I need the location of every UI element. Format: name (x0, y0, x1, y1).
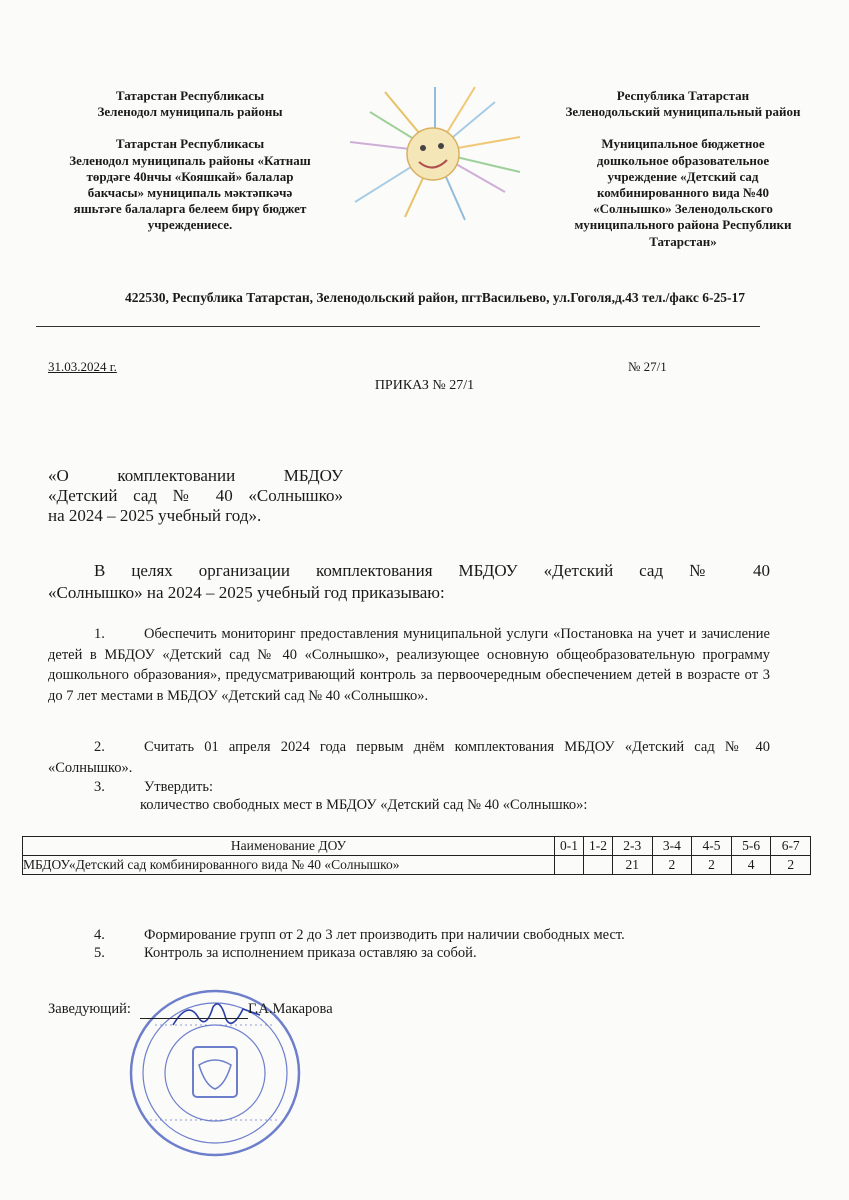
order-intro (48, 560, 770, 604)
header-right-line: Татарстан» (649, 233, 717, 249)
table-cell: 2 (652, 856, 692, 875)
header-left-line: учреждениесе. (147, 217, 233, 233)
signature-line (140, 1018, 248, 1019)
table-cell: 2 (771, 856, 811, 875)
order-item-2 (48, 737, 770, 778)
header-left-line: төрдәге 40нчы «Кояшкай» балалар (86, 168, 294, 184)
order-subject-line: на 2024 – 2025 учебный год». (48, 506, 262, 525)
signature-label: Заведующий: (48, 1001, 131, 1017)
table-row (23, 856, 811, 875)
header-left-line: бакчасы» муниципаль мәктәпкәчә (87, 185, 293, 201)
table-header-cell: Наименование ДОУ (23, 837, 555, 856)
header-left-line: Зеленодол муниципаль районы «Катнаш (69, 152, 311, 168)
order-title: ПРИКАЗ № 27/1 (374, 378, 475, 393)
header-divider (36, 326, 760, 327)
order-subject-line: «Детский сад № 40 «Солнышко» (48, 486, 343, 505)
vacancies-table (22, 836, 811, 875)
header-right-line: «Солнышко» Зеленодольского (593, 201, 773, 217)
table-header-cell: 6-7 (771, 837, 811, 856)
order-item-number: 5. (94, 945, 105, 961)
header-right-line: Зеленодольский муниципальный район (565, 104, 801, 120)
order-date: 31.03.2024 г. (48, 359, 117, 374)
table-cell: МБДОУ«Детский сад комбинированного вида № 40 «Солнышко» (23, 856, 555, 875)
table-cell: 2 (692, 856, 732, 875)
header-left-line: Татарстан Республикасы (115, 88, 265, 103)
header-right-line: муниципального района Республики (574, 217, 792, 233)
signatory-name: Г.А.Макарова (248, 1001, 333, 1017)
header-right-line: дошкольное образовательное (596, 152, 770, 168)
table-header-cell: 3-4 (652, 837, 692, 856)
header-right-line: Муниципальное бюджетное (601, 136, 765, 152)
table-header-cell: 2-3 (613, 837, 653, 856)
order-item-number: 2. (94, 739, 105, 755)
table-cell (555, 856, 584, 875)
order-item-text: Формирование групп от 2 до 3 лет производить при наличии свободных мест. (144, 927, 625, 943)
order-intro-line: «Солнышко» на 2024 – 2025 учебный год приказываю: (48, 583, 445, 602)
table-header-cell: 5-6 (731, 837, 771, 856)
table-cell: 4 (731, 856, 771, 875)
table-cell (584, 856, 613, 875)
organization-address: 422530, Республика Татарстан, Зеленодольский район, пгтВасильево, ул.Гоголя,д.43 тел./факс 6-25-17 (124, 290, 746, 305)
header-left-line: яшьтәге балаларга белеем бирү бюджет (73, 201, 307, 217)
sun-logo-icon (345, 82, 525, 222)
table-header-row (23, 837, 811, 856)
order-item-number: 1. (94, 626, 105, 642)
table-header-cell: 4-5 (692, 837, 732, 856)
order-item-1 (48, 624, 770, 706)
header-right-line: комбинированного вида №40 (596, 185, 770, 201)
order-item-text: Обеспечить мониторинг предоставления муниципальной услуги «Постановка на учет и зачисление детей в МБДОУ «Детский сад № 40 «Солнышко», реализующее основную общеобразовательную программу дошкольного образования», предусматривающий контроль за первоочередным обеспечением детей в возрасте от 3 до 7 лет местами в МБДОУ «Детский сад № 40 «Солнышко». (48, 626, 770, 704)
order-intro-line: В целях организации комплектования МБДОУ «Детский сад № 40 (94, 561, 770, 580)
order-item-text: Утвердить: (144, 779, 213, 795)
order-item-3 (48, 777, 770, 798)
header-right-line: Республика Татарстан (616, 88, 750, 103)
table-header-cell: 1-2 (584, 837, 613, 856)
header-right-line: учреждение «Детский сад (607, 168, 759, 184)
header-left-line: Татарстан Республикасы (115, 136, 265, 152)
order-subject (48, 466, 343, 526)
order-number: № 27/1 (628, 359, 667, 374)
order-item-number: 3. (94, 779, 105, 795)
header-left-line: Зеленодол муниципаль районы (97, 104, 283, 120)
order-item-text: Контроль за исполнением приказа оставляю за собой. (144, 945, 477, 961)
order-item-text: Считать 01 апреля 2024 года первым днём комплектования МБДОУ «Детский сад № 40 «Солнышко». (48, 739, 770, 776)
order-item-5 (48, 943, 770, 964)
order-item-number: 4. (94, 927, 105, 943)
order-subject-line: «О комплектовании МБДОУ (48, 466, 343, 485)
header-left-block (40, 88, 340, 234)
table-cell: 21 (613, 856, 653, 875)
header-right-block (523, 88, 843, 250)
table-header-cell: 0-1 (555, 837, 584, 856)
order-item-3-subtext: количество свободных мест в МБДОУ «Детский сад № 40 «Солнышко»: (140, 797, 588, 813)
